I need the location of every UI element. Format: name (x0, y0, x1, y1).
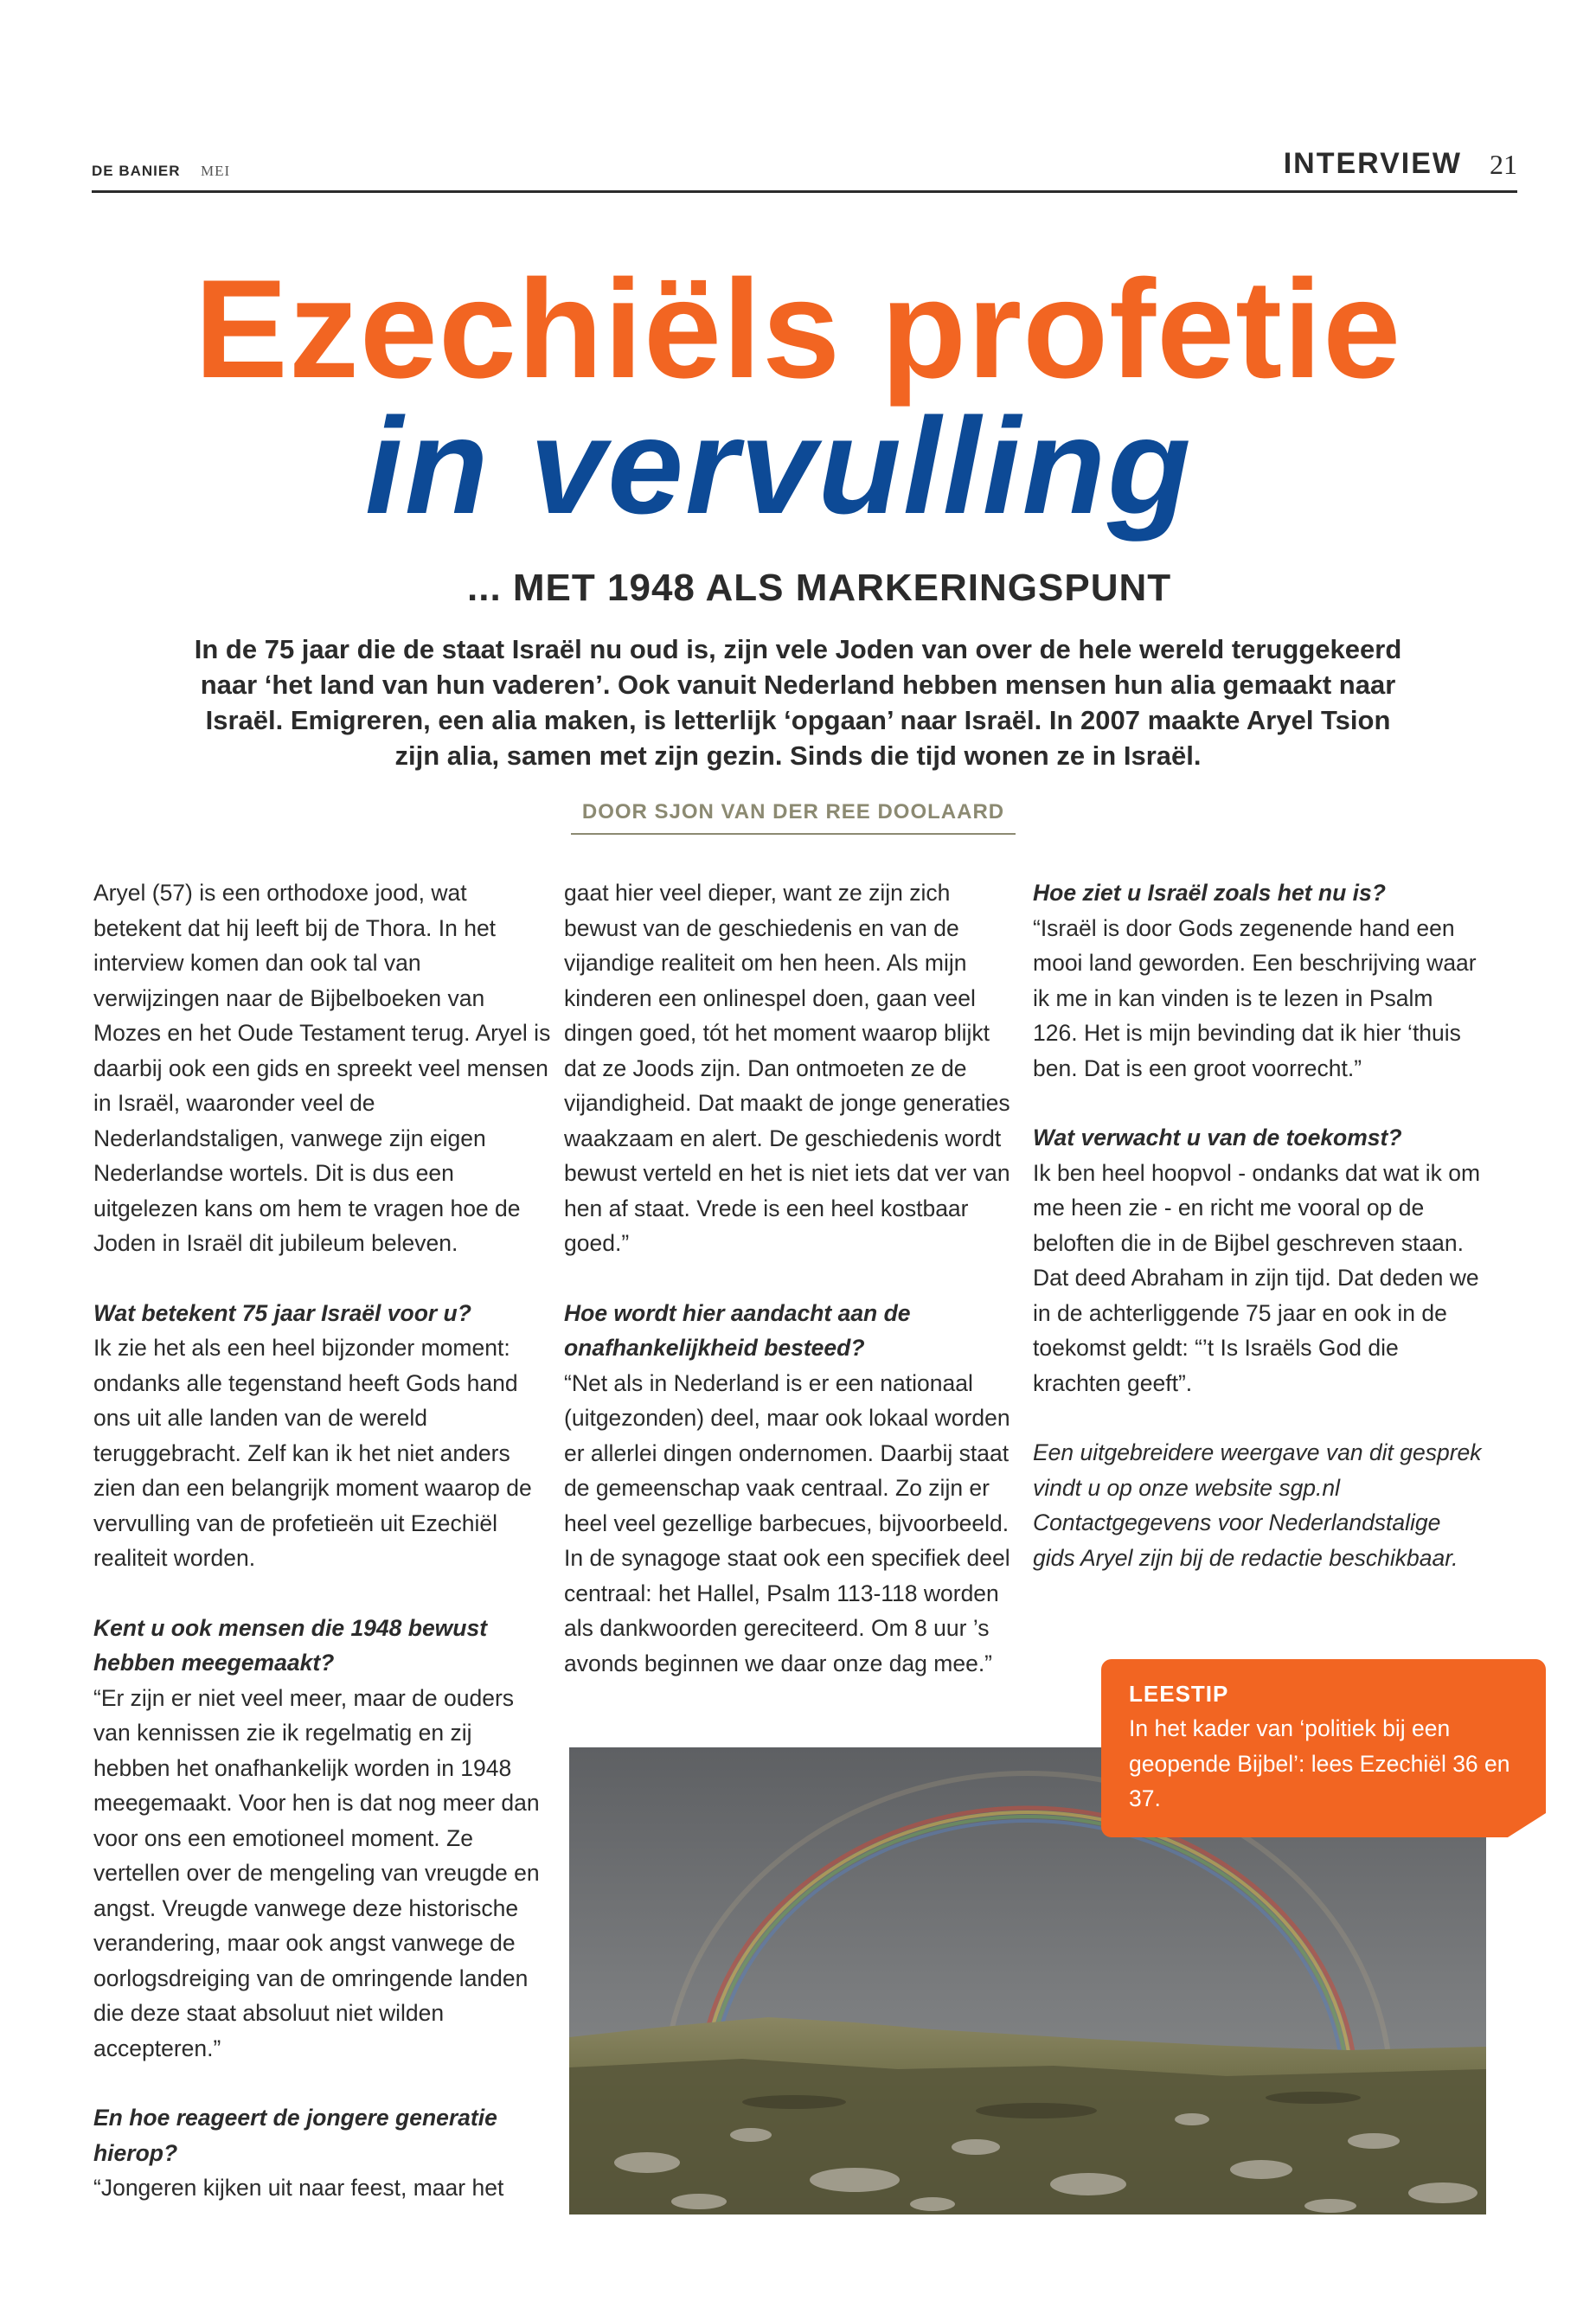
subheadline: ... MET 1948 ALS MARKERINGSPUNT (467, 567, 1172, 609)
reading-tip-box (1101, 1659, 1546, 1837)
paragraph: Aryel (57) is een orthodoxe jood, wat betekent dat hij leeft bij de Thora. In het interview komen dan ook tal van verwijzingen naar de Bijbelboeken van Mozes en het Oude Testament terug. Aryel is daarbij ook een gids en spreekt veel mensen in Israël, waaronder veel de Nederlandstaligen, vanwege zijn eigen Nederlandse wortels. Dit is dus een uitgelezen kans om hem te vragen hoe de Joden in Israël dit jubileum beleven. (93, 880, 551, 1256)
intro-paragraph: In de 75 jaar die de staat Israël nu oud is, zijn vele Joden van over de hele wereld teruggekeerd naar ‘het land van hun vaderen’. Ook vanuit Nederland hebben mensen hun alia gemaakt naar Israël. Emigreren, een alia maken, is letterlijk ‘opgaan’ naar Israël. In 2007 maakte Aryel Tsion zijn alia, samen met zijn gezin. Sinds die tijd wonen ze in Israël. (194, 634, 1402, 771)
answer: “Er zijn er niet veel meer, maar de ouders van kennissen zie ik regelmatig en zij hebben het onafhankelijk worden in 1948 meegemaakt. Voor hen is dat nog meer dan voor ons een emotioneel moment. Ze vertellen over de mengeling van vreugde en angst. Vreugde vanwege deze historische verandering, maar ook angst vanwege de oorlogsdreiging van de omringende landen die deze staat absoluut niet wilden accepteren.” (93, 1684, 540, 2061)
question: Wat verwacht u van de toekomst? (1033, 1125, 1402, 1150)
question: En hoe reageert de jongere generatie hierop? (93, 2105, 497, 2166)
answer: “Jongeren kijken uit naar feest, maar het (93, 2175, 504, 2201)
tip-title: LEESTIP (1129, 1681, 1229, 1707)
answer: “Israël is door Gods zegenende hand een mooi land geworden. Een beschrijving waar ik me in kan vinden is te lezen in Psalm 126. Het is mijn bevinding dat ik hier ‘thuis ben. Dat is een groot voorrecht.” (1033, 914, 1477, 1081)
question: Wat betekent 75 jaar Israël voor u? (93, 1299, 471, 1326)
answer: Ik ben heel hoopvol - ondanks dat wat ik om me heen zie - en richt me vooral op de beloften die in de Bijbel geschreven staan. Dat deed Abraham in zijn tijd. Dat deden we in de achterliggende 75 jaar en ook in de toekomst geldt: “’t Is Israëls God die krachten geeft”. (1033, 1159, 1481, 1396)
page-number: 21 (1490, 149, 1517, 180)
byline: DOOR SJON VAN DER REE DOOLAARD (571, 800, 1016, 835)
headline-line2: in vervulling (365, 390, 1193, 542)
tip-body: In het kader van ‘politiek bij een geopende Bijbel’: lees Ezechiël 36 en 37. (1129, 1715, 1510, 1811)
issue-month: MEI (201, 163, 231, 179)
question: Hoe wordt hier aandacht aan de onafhankelijkheid besteed? (564, 1299, 911, 1361)
article-column-2 (564, 875, 1022, 1681)
question: Kent u ook mensen die 1948 bewust hebben meegemaakt? (93, 1614, 488, 1676)
website-note: Een uitgebreidere weergave van dit gesprek vindt u op onze website sgp.nl Contactgegevens voor Nederlandstalige gids Aryel zijn bij de redactie beschikbaar. (1033, 1439, 1482, 1571)
article-column-3 (1033, 875, 1483, 1575)
magazine-name: DE BANIER (92, 163, 181, 179)
paragraph: gaat hier veel dieper, want ze zijn zich bewust van de geschiedenis en van de vijandige realiteit om hen heen. Als mijn kinderen een onlinespel doen, gaan veel dingen goed, tót het moment waarop blijkt dat ze Joods zijn. Dan ontmoeten ze de vijandigheid. Dat maakt de jonge generaties waakzaam en alert. De geschiedenis wordt bewust verteld en het is niet iets dat ver van hen af staat. Vrede is een heel kostbaar goed.” (564, 880, 1010, 1256)
tip-corner (1508, 1813, 1546, 1837)
headline-line1: Ezechiëls profetie (194, 251, 1402, 407)
article-column-1 (93, 875, 552, 2206)
section-label: INTERVIEW (1283, 147, 1462, 180)
page-header (92, 147, 1517, 193)
answer: Ik zie het als een heel bijzonder moment: ondanks alle tegenstand heeft Gods hand ons uit alle landen van de wereld teruggebracht. Zelf kan ik het niet anders zien dan een belangrijk moment waarop de vervulling van de profetieën uit Ezechiël realiteit worden. (93, 1335, 532, 1571)
answer: “Net als in Nederland is er een nationaal (uitgezonden) deel, maar ook lokaal worden er allerlei dingen ondernomen. Daarbij staat de gemeenschap vaak centraal. Zo zijn er heel veel gezellige barbecues, bijvoorbeeld. In de synagoge staat ook een specifiek deel centraal: het Hallel, Psalm 113-118 worden als dankwoorden gereciteerd. Om 8 uur ’s avonds beginnen we daar onze dag mee.” (564, 1369, 1010, 1676)
question: Hoe ziet u Israël zoals het nu is? (1033, 880, 1386, 906)
